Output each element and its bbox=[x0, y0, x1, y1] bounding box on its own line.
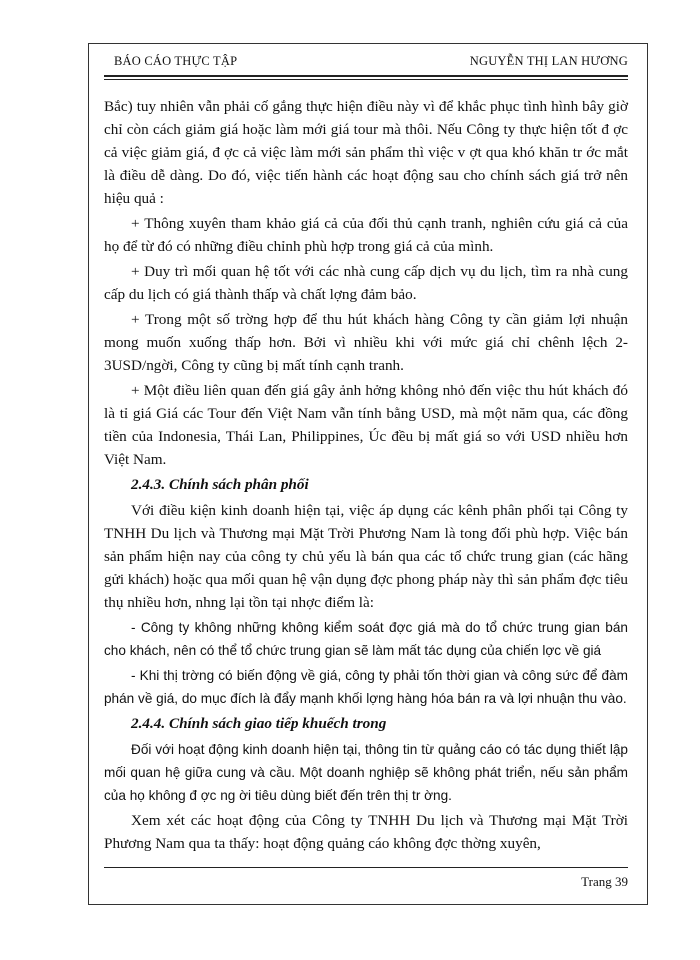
header-rule-thin bbox=[104, 79, 628, 80]
section-heading-2-4-3: 2.4.3. Chính sách phân phối bbox=[131, 476, 309, 493]
paragraph: + Duy trì mối quan hệ tốt với các nhà cung cấp dịch vụ du lịch, tìm ra nhà cung cấp du lịch có giá thành thấp và chất lợng đảm bảo. bbox=[104, 263, 628, 303]
header-report-title: BÁO CÁO THỰC TẬP bbox=[114, 54, 238, 68]
paragraph: + Thông xuyên tham khảo giá cả của đối thủ cạnh tranh, nghiên cứu giá cả của họ để từ đó có những điều chỉnh phù hợp trong giá cả của mình. bbox=[104, 215, 628, 255]
section-heading-2-4-4: 2.4.4. Chính sách giao tiếp khuếch trong bbox=[131, 715, 387, 732]
paragraph: + Trong một số trờng hợp để thu hút khách hàng Công ty cần giảm lợi nhuận mong muốn xuống thấp hơn. Bởi vì nhiều khi với mức giá chỉ chênh lệch 2-3USD/ngời, Công ty cũng bị mất tính cạnh tranh. bbox=[104, 311, 628, 374]
header-rule-thick bbox=[104, 75, 628, 77]
header-author-name: NGUYỄN THỊ LAN HƯƠNG bbox=[469, 54, 628, 68]
paragraph: - Khi thị trờng có biến động về giá, công ty phải tốn thời gian và công sức để đàm phán về giá, do mục đích là đẩy mạnh khối lợng hàng hóa bán ra và lợi nhuận thu vào. bbox=[104, 668, 628, 706]
page-header bbox=[104, 54, 628, 72]
paragraph: - Công ty không những không kiểm soát đợc giá mà do tổ chức trung gian bán cho khách, nên có thể tổ chức trung gian sẽ làm mất tác dụng của chiến lợc về giá bbox=[104, 620, 628, 658]
paragraph: + Một điều liên quan đến giá gây ảnh hởng không nhỏ đến việc thu hút khách đó là tỉ giá Giá các Tour đến Việt Nam vẫn tính bằng USD, mà một năm qua, các đồng tiền của Indonesia, Thái Lan, Philippines, Úc đều bị mất giá so với USD nhiều hơn Việt Nam. bbox=[104, 382, 628, 468]
paragraph: Xem xét các hoạt động của Công ty TNHH Du lịch và Thương mại Mặt Trời Phương Nam qua ta thấy: hoạt động quảng cáo không đợc thờng xuyên, bbox=[104, 812, 628, 852]
paragraph: Bắc) tuy nhiên vẫn phải cố gắng thực hiện điều này vì để khắc phục tình hình bây giờ chỉ còn cách giảm giá hoặc làm mới giá tour mà thôi. Nếu Công ty thực hiện tốt đ ợc cả việc giảm giá, đ ợc cả việc làm mới sản phẩm thì việc v ợt qua khó khăn tr ớc mắt là điều dễ dàng. Do đó, việc tiến hành các hoạt động sau cho chính sách giá trở nên hiệu quả : bbox=[104, 98, 628, 207]
paragraph: Với điều kiện kinh doanh hiện tại, việc áp dụng các kênh phân phối tại Công ty TNHH Du lịch và Thương mại Mặt Trời Phương Nam là tong đối phù hợp. Việc bán sản phẩm hiện nay của công ty chủ yếu là bán qua các tổ chức trung gian (các hãng gửi khách) hoặc qua mối quan hệ vận dụng đợc phong pháp này thì sản phẩm đợc tiêu thụ nhiều hơn, nhng lại tồn tại nhợc điểm là: bbox=[104, 502, 628, 611]
paragraph: Đối với hoạt động kinh doanh hiện tại, thông tin từ quảng cáo có tác dụng thiết lập mối quan hệ giữa cung và cầu. Một doanh nghiệp sẽ không phát triển, nếu sản phẩm của họ không đ ợc ng ời tiêu dùng biết đến trên thị tr ờng. bbox=[104, 742, 628, 803]
page-number: Trang 39 bbox=[581, 874, 628, 889]
document-body bbox=[104, 95, 628, 857]
footer-rule bbox=[104, 867, 628, 868]
